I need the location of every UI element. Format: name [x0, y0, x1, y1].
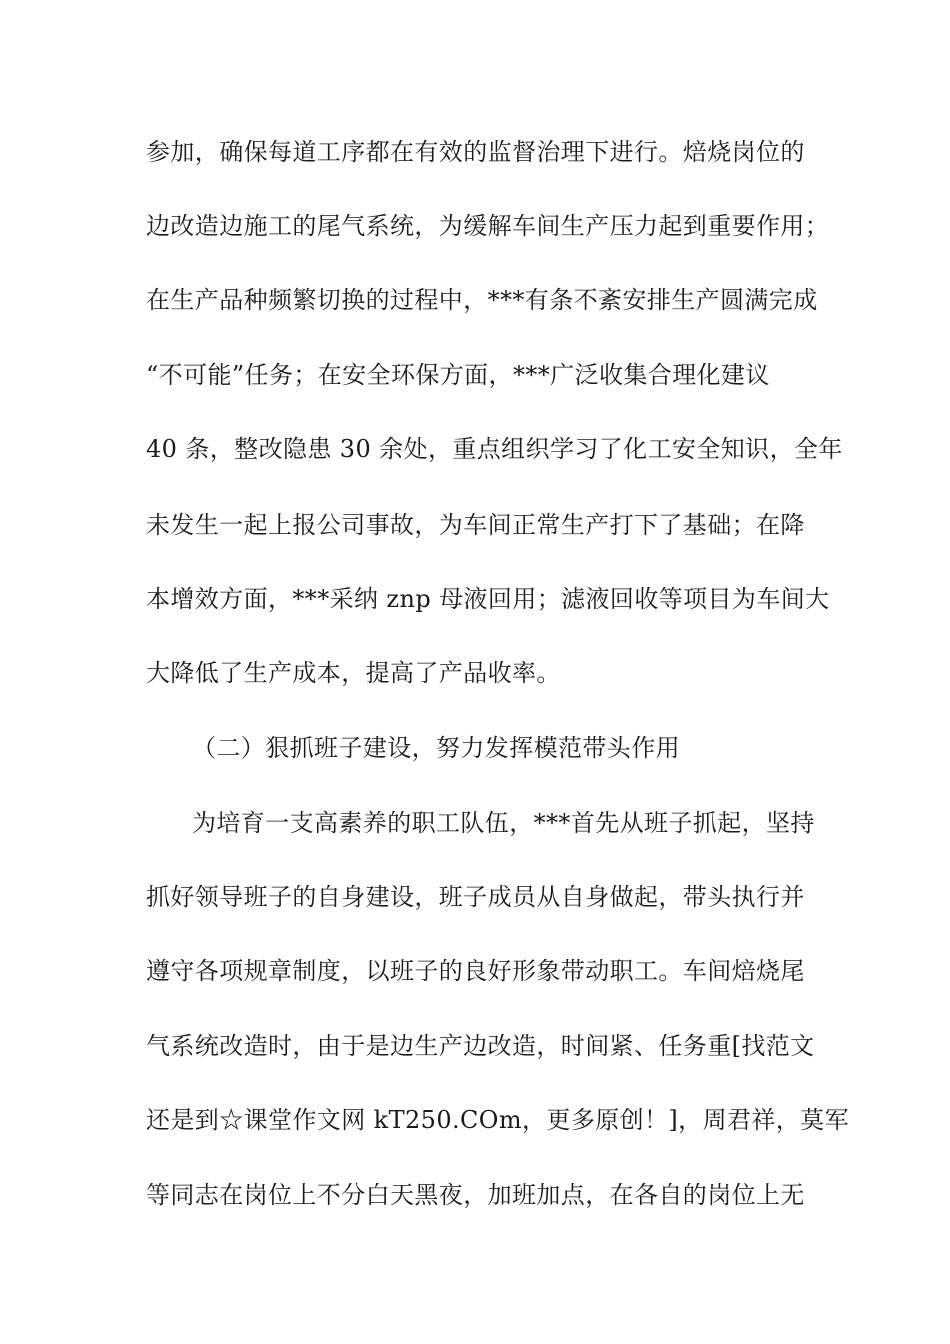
paragraph-line: 为培育一支高素养的职工队伍，***首先从班子抓起，坚持 — [192, 809, 815, 837]
paragraph-line: 40 条，整改隐患 30 余处，重点组织学习了化工安全知识，全年 — [146, 435, 843, 463]
paragraph-line: 本增效方面，***采纳 znp 母液回用；滤液回收等项目为车间大 — [146, 585, 830, 613]
paragraph-line: 在生产品种频繁切换的过程中，***有条不紊安排生产圆满完成 — [146, 286, 818, 314]
paragraph-line: 大降低了生产成本，提高了产品收率。 — [146, 659, 561, 687]
paragraph-line: 还是到☆课堂作文网 kT250.COm，更多原创！]，周君祥，莫军 — [146, 1106, 849, 1134]
paragraph-line: 等同志在岗位上不分白天黑夜，加班加点，在各自的岗位上无 — [146, 1181, 805, 1209]
paragraph-line: 气系统改造时，由于是边生产边改造，时间紧、任务重[找范文 — [146, 1032, 815, 1060]
paragraph-line: 抓好领导班子的自身建设，班子成员从自身做起，带头执行并 — [146, 883, 805, 911]
paragraph-line: “不可能”任务；在安全环保方面，***广泛收集合理化建议 — [146, 361, 770, 389]
paragraph-line: 未发生一起上报公司事故，为车间正常生产打下了基础；在降 — [146, 511, 805, 539]
section-heading: （二）狠抓班子建设，努力发挥模范带头作用 — [192, 734, 680, 762]
paragraph-line: 遵守各项规章制度，以班子的良好形象带动职工。车间焙烧尾 — [146, 957, 805, 985]
paragraph-line: 参加，确保每道工序都在有效的监督治理下进行。焙烧岗位的 — [146, 138, 805, 166]
paragraph-line: 边改造边施工的尾气系统，为缓解车间生产压力起到重要作用； — [146, 212, 830, 240]
